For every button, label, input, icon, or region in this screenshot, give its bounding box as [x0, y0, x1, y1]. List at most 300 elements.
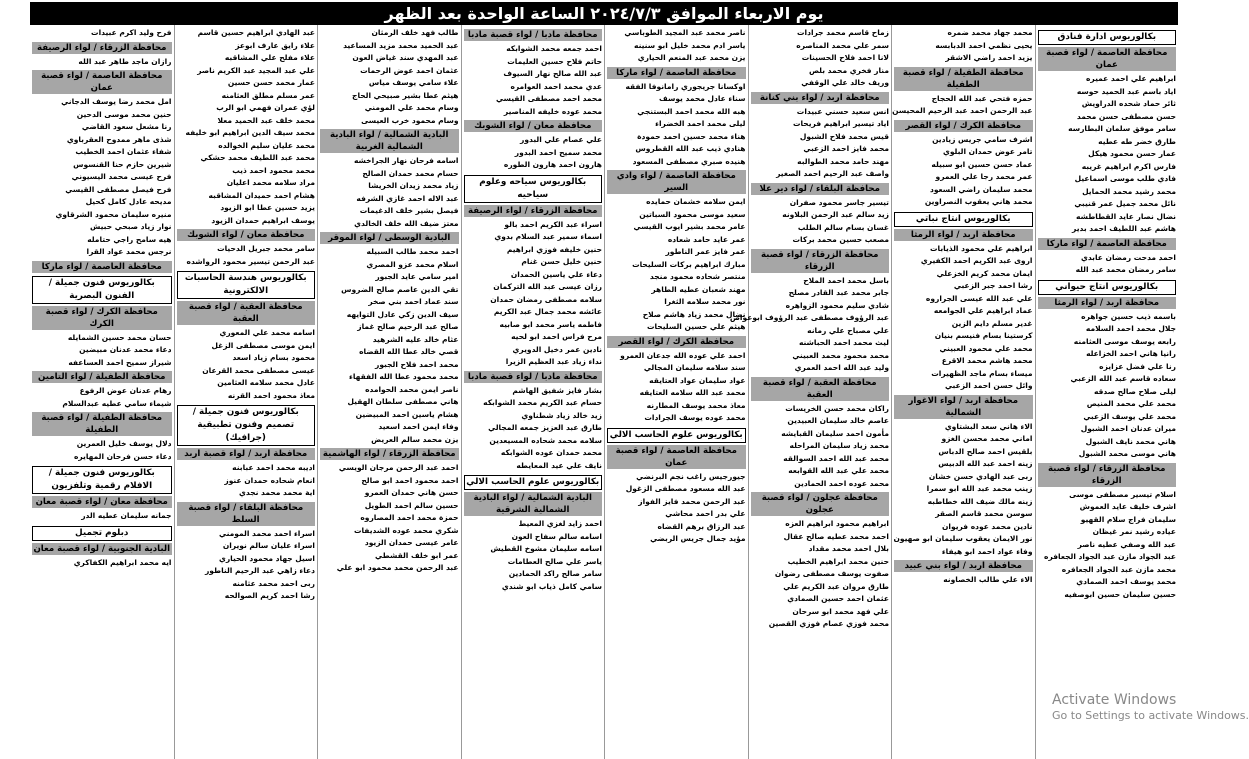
- region-heading: محافظة معان / لواء قصبة معان: [32, 496, 172, 508]
- candidate-name: رنا علي فضل عزايزه: [1099, 361, 1176, 371]
- candidate-name: محمد عوده احمد الحمادين: [794, 478, 889, 488]
- region-heading: محافظة اربد / لواء بني عبيد: [894, 560, 1033, 572]
- candidate-name: منيره سليمان محمود الشرقاوي: [55, 209, 172, 219]
- candidate-name: شفاء عثمان احمد الخطيب: [75, 147, 172, 156]
- candidate-name: تيسير جاسر محمود صفران: [789, 197, 889, 207]
- candidate-name: ايمان محمد كريم الخزعلي: [936, 268, 1033, 278]
- candidate-name: اسماء سمير عبد السلام بدوي: [494, 232, 602, 241]
- candidate-name: عبد الرزاق برهم القضاه: [657, 521, 746, 531]
- candidate-name: اسراء عليان سالم نويران: [222, 541, 315, 550]
- candidate-name: محمد فوزي عصام فوزي القصين: [768, 619, 889, 628]
- candidate-name: حنين خليفه فوزي ابراهيم: [506, 244, 602, 254]
- candidate-name: محمد سليمان راضي السعود: [929, 184, 1033, 194]
- candidate-name: ناصر ايمن محمد الحوامده: [365, 384, 459, 394]
- candidate-name: محمد يوسف احمد الصمادي: [1076, 577, 1176, 586]
- candidate-name: اسامه سليمان مشوخ القطيش: [490, 544, 602, 553]
- candidate-name: لانا احمد فلاح الحسينات: [801, 53, 889, 62]
- candidate-name: حسن مصطفى حسن محمد: [1076, 111, 1176, 121]
- candidate-name: تامر عوض حمدان البلوي: [942, 147, 1033, 156]
- candidate-name: وائل حسن احمد الزعبي: [944, 381, 1033, 390]
- candidate-name: مأمون احمد سليمان القبايشه: [781, 428, 889, 438]
- candidate-name: عبد الله وصفي عطيه ناصر: [1077, 539, 1176, 549]
- candidate-name: ليث محمد احمد الحباشنه: [798, 338, 889, 347]
- candidate-name: طارق خضر طه عطيه: [1098, 136, 1176, 146]
- candidate-name: سامر صالح راكد الحمادين: [508, 569, 602, 578]
- candidate-name: سلامه محمد شحاده المسيعدين: [489, 435, 602, 445]
- candidate-name: ابراهيم علي احمد عميره: [1085, 74, 1176, 83]
- candidate-name: ربى احمد محمد عثامنه: [232, 578, 315, 588]
- candidate-name: سناء عادل محمد يوسف: [659, 94, 746, 103]
- candidate-name: عثمان احمد عوض الرحمات: [360, 65, 459, 75]
- candidate-name: قيس محمد فلاح الشبول: [799, 131, 889, 141]
- candidate-name: محمد عوده يوسف الجرادات: [644, 413, 746, 422]
- region-heading: محافظة العاصمة / لواء ماركا: [32, 261, 172, 273]
- region-heading: محافظة العاصمة / لواء وادي السير: [607, 170, 746, 194]
- candidate-name: رابعه يوسف موسى العثامنه: [1073, 336, 1176, 346]
- candidate-name: اسلام محمد عزو المصري: [366, 259, 459, 269]
- candidate-name: يزن محمد سالم العريض: [371, 434, 459, 444]
- candidate-name: عبد الله صالح نهار السيوف: [503, 69, 602, 78]
- region-heading: محافظة العقبة / لواء قصبة العقبة: [751, 377, 890, 401]
- candidate-name: فيصل بشير خلف الدغيمات: [359, 206, 459, 215]
- candidate-name: رشا احمد كريم الصوالحه: [224, 591, 315, 600]
- candidate-name: عبد الجواد مازن عبد الجواد الجعافره: [1044, 552, 1176, 561]
- candidate-name: مؤيد جمال جريس الربضي: [650, 534, 746, 543]
- candidate-name: دعاء زاهي عبد الرحيم الناطور: [204, 566, 315, 575]
- candidate-name: شيرين حازم حنا القنسوس: [73, 159, 172, 169]
- candidate-name: محمد زياد سليمان المراحله: [789, 441, 889, 450]
- candidate-name: احمد علي عوده الله جدعان العمرو: [620, 350, 746, 360]
- region-heading: محافظة مادبا / لواء قصبة مادبا: [464, 29, 603, 41]
- candidate-name: عمر عايد حامد شعاده: [667, 234, 746, 244]
- candidate-name: حاتم فلاح حسين العليمات: [507, 56, 602, 66]
- list-column: [174, 25, 318, 759]
- candidate-name: صفوت يوسف مصطفى رضوان: [774, 569, 889, 578]
- candidate-name: محمد خلف عبد الحميد معلا: [217, 115, 315, 125]
- candidate-name: محمد فايز احمد الزعبي: [803, 144, 889, 153]
- candidate-name: سيف الدين زكي عادل التوايهه: [346, 309, 459, 319]
- candidate-name: نائل محمد جميل عمر قنيبي: [1074, 199, 1176, 208]
- candidate-name: عثمان احمد حسين الصمادي: [787, 594, 889, 603]
- candidate-name: سمر علي محمد المناصره: [796, 40, 889, 50]
- major-heading: بكالوريوس هندسة الحاسبات الالكترونية: [177, 271, 316, 299]
- candidate-name: يحيى نظمي احمد الدبابسه: [935, 40, 1033, 50]
- candidate-name: فاطمه ياسر محمد ابو صابيه: [499, 319, 602, 329]
- candidate-name: سامر موفق سلمان البطارسه: [1068, 124, 1176, 133]
- candidate-name: سلامه مصطفى رمضان حمدان: [490, 294, 602, 304]
- candidate-name: سند عماد احمد بني صخر: [368, 297, 459, 306]
- candidate-name: علي عبد الله عيسى الجراروه: [925, 293, 1033, 303]
- candidate-name: هاني محمد نايف الشبول: [1085, 436, 1176, 446]
- candidate-name: مهند حامد محمد الطوالبه: [797, 156, 889, 166]
- region-heading: محافظة الكرك / لواء قصبة الكرك: [32, 306, 172, 330]
- candidate-name: علاء رايق عارف ابوعز: [235, 40, 315, 50]
- candidate-name: محمد محمود احمد ذيب: [232, 165, 315, 175]
- candidate-name: احمد زايد لغزي المعيط: [518, 519, 602, 528]
- candidate-name: هيه سامح راجي حتامله: [87, 234, 172, 244]
- candidate-name: بشار فايز شفيق الهاشم: [512, 385, 602, 395]
- candidate-name: هيثم عطا بشير صبيحي الحاج: [352, 90, 459, 100]
- candidate-name: محمد عبد اللطيف محمد حشكي: [200, 153, 315, 162]
- candidate-name: ابراهيم علي محمود الذيابات: [929, 243, 1033, 253]
- watermark-title: Activate Windows: [1052, 692, 1177, 708]
- major-heading: بكالوريوس فنون جميلة / تصميم وفنون تطبيقية (جرافيك): [177, 405, 316, 446]
- region-heading: محافظة العاصمة / لواء ماركا: [607, 67, 746, 79]
- candidate-name: ياسر علي صالح العطامات: [507, 556, 602, 566]
- major-heading: بكالوريوس علوم الحاسب الالي: [607, 428, 746, 443]
- candidate-name: رزان عيسى عبد الله التركمان: [493, 282, 602, 291]
- candidate-name: جابر محمد عبد القادر مصلح: [788, 288, 889, 297]
- region-heading: محافظة البلقاء / لواء قصبة السلط: [177, 502, 316, 526]
- candidate-name: اياد باسم عبد الحميد حوسه: [1076, 86, 1176, 96]
- candidate-name: رازان ماجد طاهر عبد الله: [78, 56, 172, 66]
- candidate-name: احمد محمود احمد ابو صالح: [361, 475, 459, 485]
- candidate-name: وسام محمود خرب العيسى: [361, 115, 459, 125]
- candidate-name: يوسف ابراهيم حمدان الزيود: [211, 215, 315, 225]
- candidate-name: جمانه سليمان عطيه الدر: [81, 511, 172, 520]
- list-column: [604, 25, 748, 759]
- candidate-name: تقي الدين عاصم صالح الضروس: [341, 284, 459, 294]
- candidate-name: محمد هاشم محمد الاقرع: [941, 356, 1033, 365]
- candidate-name: ليلى صلاح صالح صدقه: [1093, 386, 1176, 396]
- region-heading: محافظة الطفيلة / لواء قصبة الطفيلة: [32, 412, 172, 436]
- candidate-name: هناء محمد حسين احمد حمودة: [637, 131, 746, 141]
- candidate-name: ميران عدنان احمد الشبول: [1080, 424, 1176, 433]
- candidate-name: عاصم خالد سليمان العبيدين: [787, 416, 889, 425]
- candidate-name: زينب محمد عبد الله ابو سمرا: [926, 484, 1033, 493]
- candidate-name: عمر مسلم مطلق العثامنه: [221, 90, 315, 100]
- candidate-name: رشا احمد جبر الزعبي: [953, 281, 1033, 290]
- candidate-name: اروى عبد الكريم احمد الكفيري: [920, 256, 1033, 265]
- candidate-name: فادي طلب موسى اسماعيل: [1074, 174, 1176, 183]
- candidate-name: سليمان فراج سلام القهيو: [1080, 514, 1176, 524]
- region-heading: محافظة اربد / لواء الرمثا: [1038, 297, 1177, 309]
- candidate-name: مبارك ابراهيم بركات السليحات: [632, 259, 746, 269]
- candidate-name: محمد حمدان عوده الشوابكه: [500, 448, 602, 457]
- list-column: [891, 25, 1035, 759]
- candidate-name: حمزة محمد احمد المصاروه: [360, 513, 459, 522]
- candidate-name: حسان محمد حسين الشمايله: [67, 332, 172, 342]
- list-column: [317, 25, 461, 759]
- watermark-subtitle: Go to Settings to activate Windows.: [1052, 709, 1249, 722]
- candidate-name: علي مصباح علي رمانه: [807, 325, 889, 335]
- candidate-name: عبد الرؤوف مصطفى عبد الرؤوف ابوعواص: [729, 313, 889, 322]
- candidate-name: محمد علي محمد المنيص: [1086, 399, 1176, 408]
- candidate-name: اوكسانا جريجوري رامانوفا الفقه: [625, 81, 746, 91]
- candidate-name: هشام احمد حميدان المشاقبه: [208, 190, 315, 200]
- candidate-name: يزن محمد عبد المنعم الحياري: [637, 53, 746, 62]
- candidate-name: دعاء علي ياسين الحمدان: [510, 269, 602, 279]
- candidate-name: وسام محمد علي المومني: [364, 103, 459, 112]
- candidate-name: وفاء عواد احمد ابو هيفاء: [941, 546, 1033, 556]
- candidate-name: امل محمد رضا يوسف الدجاني: [61, 97, 172, 106]
- candidate-name: رهام عدنان عوض الرفوع: [79, 386, 172, 395]
- candidate-name: فرح عيسى محمد اليسيوني: [71, 172, 172, 181]
- candidate-name: هيثم علي حسين السليحات: [646, 322, 746, 331]
- candidate-name: عماد حسن حسين ابو سبيله: [931, 159, 1033, 169]
- region-heading: محافظة اربد / لواء الرمثا: [894, 229, 1033, 241]
- candidate-name: زياد محمد زيدان الخريشا: [368, 181, 459, 190]
- candidate-name: علي فهد محمد ابو سرحان: [792, 606, 889, 616]
- candidate-name: محمد علي عبد الله القوابعه: [788, 466, 889, 475]
- candidate-name: حسن هاني حمدان العمرو: [364, 488, 459, 497]
- candidate-name: شكري محمد عوده الشديفات: [353, 525, 459, 535]
- candidate-name: مهند شعبان عطيه الطاهر: [651, 284, 746, 294]
- candidate-name: اية محمد محمد نجدي: [238, 488, 315, 497]
- candidate-name: علي عبد المجيد عبد الكريم ناصر: [197, 65, 315, 75]
- candidate-name: اشرف خليف عايد العموش: [1079, 502, 1176, 511]
- region-heading: محافظة العاصمة / لواء قصبة عمان: [607, 445, 746, 469]
- candidate-name: رنا مشعل سعود القاضي: [81, 122, 172, 131]
- list-column: [30, 25, 174, 759]
- candidate-name: طارق عبد العزيز جمعه المجالي: [488, 423, 602, 432]
- candidate-name: يزيد حسين عطا ابو الزيود: [220, 203, 315, 212]
- candidate-name: عبد الرحمن تيسير محمود الرواشده: [186, 256, 315, 266]
- candidate-name: حسام محمد حمدان الصالح: [362, 168, 459, 178]
- candidate-name: صالح عبد الرحيم صالح غماز: [357, 322, 459, 331]
- candidate-name: اسامه فرحان نهار الجراخشه: [353, 156, 459, 165]
- candidate-name: فارس اكرم ابراهيم غريبه: [1081, 161, 1176, 171]
- region-heading: محافظة الزرقاء / لواء الرصيفة: [464, 205, 603, 217]
- candidate-name: اماني محمد محسن الغزو: [941, 434, 1033, 443]
- candidate-name: نرجس محمد عواد القرا: [86, 247, 172, 256]
- candidate-name: حنين خليل حسن غنام: [521, 257, 602, 266]
- candidate-name: علي بدر احمد محاشي: [665, 509, 746, 518]
- candidate-name: نداء زياد عبد العظيم الزيرا: [505, 357, 602, 366]
- candidate-name: شيماء سامي عطيه عبدالسلام: [62, 398, 172, 408]
- candidate-name: انس سعيد حسني عبيدات: [796, 106, 889, 116]
- candidate-name: عبد الهادي ابراهيم حسين قاسم: [197, 28, 315, 37]
- candidate-name: انعام شحاده حمدان عنوز: [224, 475, 315, 485]
- candidate-name: قصي خالد عطا الله القضاه: [359, 347, 459, 356]
- candidate-name: عماد ابراهيم علي الجوامعه: [933, 306, 1033, 315]
- candidate-name: ابراهيم محمود ابراهيم العزه: [785, 519, 889, 528]
- candidate-name: عامر عيسى حمدان الزيود: [364, 538, 459, 547]
- candidate-name: عبد الاله احمد غازي الشرفه: [356, 193, 459, 203]
- candidate-name: عيسى مصطفى محمد القرعان: [202, 365, 315, 375]
- candidate-name: رانيا هاني احمد الخزاعله: [1086, 349, 1176, 358]
- candidate-name: عمر محمد رجا علي العمرو: [935, 172, 1033, 181]
- candidate-name: عواد سليمان عواد العتايقه: [649, 375, 746, 385]
- candidate-name: مرح فراس احمد ابو لحيه: [511, 332, 602, 341]
- region-heading: محافظة العقبة / لواء قصبة العقبة: [177, 301, 316, 325]
- candidate-name: محمد سيف الدين ابراهيم ابو خليفه: [185, 128, 315, 137]
- candidate-name: محمد احمد مصطفى القيسي: [496, 94, 602, 103]
- candidate-name: باسمه ذيب حسين جواهره: [1081, 311, 1176, 321]
- candidate-name: فرح فيصل مصطفى القيسي: [65, 184, 172, 194]
- candidate-name: عثام خالد عليه الشرهيد: [372, 334, 459, 344]
- candidate-name: اسيل جهاد محمود الحياري: [218, 553, 315, 563]
- candidate-name: نوار زياد صبحي حبيش: [90, 222, 172, 231]
- candidate-name: غسان بسام سالم الطلب: [797, 222, 889, 232]
- region-heading: محافظة الكرك / لواء القصر: [607, 336, 746, 348]
- candidate-name: سوسن محمد قاسم الصقر: [935, 509, 1033, 518]
- candidate-name: عمار محمد حسن حسين: [227, 78, 315, 87]
- candidate-name: نضال نصار عايد القطاطشه: [1076, 211, 1176, 221]
- region-heading: محافظة الزرقاء / لواء الرصيفة: [32, 42, 172, 54]
- candidate-name: ليلى محمد احمد الخضراء: [655, 119, 746, 128]
- candidate-name: ربى عبد الهادي حسن خشان: [928, 471, 1033, 481]
- candidate-name: اسلام تيسير مصطفى موسى: [1069, 489, 1176, 499]
- candidate-name: عبد الرحمن محمد محمود ابو علي: [336, 563, 459, 572]
- candidate-name: عمر فايز عمر الناطور: [665, 247, 746, 256]
- candidate-name: عبد الرحمن محمد فايز الفواز: [638, 496, 746, 506]
- region-heading: محافظة الطفيلة / لواء التامين: [32, 371, 172, 383]
- candidate-name: علاء مفلح علي المشاقبه: [224, 53, 315, 62]
- candidate-name: محمد سميح احمد البدور: [514, 147, 602, 157]
- candidate-name: شادي سليم محمود الزواهره: [785, 300, 889, 310]
- candidate-name: محمد علي يوسف الزعبي: [1083, 411, 1176, 421]
- candidate-name: الاء هاني سعد البشتاوي: [944, 421, 1033, 431]
- candidate-name: باسل محمد احمد الملاح: [803, 275, 889, 285]
- candidate-name: عائشه محمد جمال عبد الكريم: [493, 307, 602, 316]
- announcement-banner: يوم الاربعاء الموافق ٢٠٢٤/٧/٣ الساعة الواحدة بعد الظهر: [30, 2, 1178, 25]
- candidate-name: اسراء عبد الكريم احمد بالو: [504, 219, 602, 229]
- candidate-name: محمد هاني يعقوب النصراوين: [924, 197, 1033, 206]
- candidate-name: زيد خالد زياد شطناوي: [521, 410, 602, 420]
- candidate-name: ايمن موسى مصطفى الزغل: [211, 340, 315, 350]
- candidate-name: شيراز سميح احمد العساعفه: [68, 357, 172, 367]
- candidate-name: عبد الحميد محمد مزيد المساعيد: [343, 40, 459, 50]
- candidate-name: احمد محمد طالب السبيله: [366, 247, 459, 256]
- candidate-name: اديبه محمد احمد عبابنه: [232, 463, 315, 472]
- candidate-name: سند سلامه سليمان المجالي: [643, 363, 746, 372]
- region-heading: محافظة معان / لواء الشوبك: [177, 229, 316, 241]
- region-heading: محافظة مادبا / لواء قصبة مادبا: [464, 371, 603, 383]
- candidate-name: امير سامي عايد الجبور: [375, 272, 459, 281]
- list-column: [1035, 25, 1179, 759]
- candidate-name: جلال محمد احمد السلامه: [1085, 324, 1176, 333]
- candidate-name: لؤي عمران فهمي ابو الرب: [216, 103, 315, 112]
- candidate-name: هاشم عبد اللطيف احمد بدير: [1072, 224, 1176, 233]
- candidate-name: زينه مالك ضيف الله خطاطبه: [927, 496, 1033, 506]
- region-heading: محافظة الكرك / لواء القصر: [894, 120, 1033, 132]
- candidate-name: زينه احمد عبد الله الدبيس: [938, 459, 1033, 468]
- candidate-name: سعاده قاسم عبد الله الزعبي: [1070, 374, 1176, 383]
- candidate-name: احمد جمعه محمد الشوابكه: [506, 44, 602, 53]
- candidate-name: غدير مسلم دايم الزين: [951, 318, 1033, 328]
- candidate-name: هبه الله محمد احمد البستنجي: [637, 106, 746, 116]
- major-heading: بكالوريوس سياحه وعلوم سياحيه: [464, 175, 603, 203]
- candidate-name: هارون احمد هارون الطوره: [503, 160, 602, 169]
- region-heading: البادية الجنوبية / لواء قصبة معان: [33, 543, 171, 554]
- candidate-name: ايه محمد ابراهيم الكفاكري: [73, 557, 172, 567]
- candidate-name: محمد عوده خليفه المناصير: [503, 106, 602, 116]
- candidate-name: ياسر ادم محمد خليل ابو سنينه: [634, 40, 746, 50]
- region-heading: محافظة العاصمة / لواء قصبة عمان: [1038, 47, 1177, 71]
- candidate-name: نضال محمد زياد هاشم صلاح: [642, 309, 746, 319]
- major-heading: بكالوريوس فنون جميلة / الافلام رقمية وتلفزيون: [32, 466, 172, 494]
- candidate-name: بلال احمد محمد مقداد: [808, 544, 889, 553]
- candidate-name: محمد مازن عبد الجواد الجعافره: [1061, 564, 1176, 574]
- candidate-name: عياده رشيد نمر غيظان: [1092, 527, 1176, 536]
- candidate-name: بلقيس احمد صالح الدباس: [938, 446, 1033, 456]
- candidate-name: واصف عبد الرحيم احمد الصغير: [776, 169, 889, 178]
- candidate-name: معتز ضيف الله خلف الخالدي: [354, 218, 459, 228]
- region-heading: محافظة معان / لواء الشوبك: [464, 120, 603, 132]
- candidate-name: محمد محمود عطا الله الفقهاء: [348, 372, 459, 381]
- region-heading: محافظة الزرقاء / لواء قصبة الزرقاء: [1038, 463, 1177, 487]
- candidate-name: اشرف سامي جريس زيادين: [932, 134, 1033, 144]
- candidate-name: منار فخري محمد بلص: [808, 65, 889, 75]
- major-heading: بكالوريوس انتاج حيواني: [1038, 280, 1177, 295]
- candidate-name: هاني مصطفى سلطان الهقيل: [347, 397, 459, 406]
- candidate-name: حنين محمد موسى الدحين: [76, 109, 172, 119]
- candidate-name: محمد عبد الله احمد السوالقه: [783, 453, 889, 463]
- candidate-name: محمد احمد فلاح الجبور: [375, 359, 459, 369]
- region-heading: محافظة البلقاء / لواء دير علا: [751, 183, 890, 195]
- major-heading: بكالوريوس ادارة فنادق: [1038, 30, 1177, 45]
- candidate-name: راكان محمد حسن الخريسات: [785, 403, 889, 413]
- region-heading: محافظة عجلون / لواء قصبة عجلون: [751, 492, 890, 516]
- candidate-name: عبد المهدي سند غياض العون: [352, 53, 459, 62]
- candidate-name: هشام ياسين احمد المبيضين: [355, 409, 459, 419]
- candidate-name: حنين محمد ابراهيم الخطيب: [787, 556, 889, 566]
- candidate-name: عامر محمد بشير ايوب القيسي: [633, 222, 746, 231]
- candidate-name: عادل محمد سلامه العثامين: [217, 378, 315, 387]
- candidate-name: دعاء محمد عدنان مبيضين: [79, 345, 172, 354]
- candidate-name: نادين محمد عوده فريوان: [942, 521, 1033, 531]
- candidate-name: يزيد احمد راضي الاشقر: [945, 53, 1033, 62]
- major-heading: بكالوريوس فنون جميلة / الفنون البصرية: [32, 276, 172, 304]
- candidate-name: نور الايمان يعقوب سليمان ابو صهيون: [893, 534, 1033, 543]
- candidate-name: طارق مروان عبد الكريم علي: [783, 581, 889, 591]
- candidate-name: سعيد موسى محمود السباتين: [639, 209, 746, 219]
- region-heading: محافظة الطفيلة / لواء قصبة الطفيلة: [894, 67, 1033, 91]
- candidate-name: اسامه محمد علي المعوري: [219, 328, 315, 337]
- candidate-name: علي عصام علي البدور: [520, 135, 602, 144]
- candidate-name: محمد رشيد محمد الحمايل: [1082, 186, 1176, 196]
- region-heading: البادية الوسطى / لواء الموقر: [320, 232, 459, 244]
- candidate-name: وليد عبد الله احمد العمري: [794, 363, 889, 372]
- candidate-name: زيد سالم عبد الرحمن البلاونه: [782, 210, 889, 219]
- candidate-name: محمد جهاد محمد ضمره: [947, 28, 1033, 37]
- region-heading: البادية الشمالية / لواء البادية الشمالية الشرقية: [464, 492, 603, 516]
- candidate-name: ايمن سلامه خشمان حمايده: [646, 197, 746, 206]
- candidate-name: وريف خالد علي الوقفي: [801, 78, 889, 87]
- candidate-name: عبد الله مسعود مصطفى الزغول: [625, 484, 746, 493]
- candidate-name: حسين سليمان حسين ابوصفيه: [1064, 589, 1176, 599]
- candidate-name: حمزه فتحي عبد الله الحجاج: [931, 93, 1033, 103]
- candidate-name: احمد عبد الرحمن مرجان الويسي: [338, 463, 459, 472]
- region-heading: محافظة اربد / لواء قصبة اربد: [177, 448, 316, 460]
- region-heading: محافظة اربد / لواء بني كنانة: [751, 92, 890, 104]
- candidate-name: طالب فهد خلف الرمثان: [371, 28, 459, 37]
- region-heading: محافظة العاصمة / لواء ماركا: [1038, 238, 1177, 250]
- candidate-name: اياد تيسير ابراهيم فريحات: [792, 119, 889, 128]
- list-column: [461, 25, 605, 759]
- candidate-name: حسام عبد الكريم محمد الشوابكه: [483, 398, 602, 407]
- major-heading: بكالوريوس انتاج نباتي: [894, 212, 1033, 227]
- candidate-name: معاذ محمد يوسف المطارنه: [646, 400, 746, 410]
- candidate-name: نايف علي عيد المعايطه: [516, 460, 602, 470]
- region-heading: محافظة اربد / لواء الاغوار الشمالية: [894, 395, 1033, 419]
- region-heading: محافظة الزرقاء / لواء قصبة الزرقاء: [751, 249, 890, 273]
- candidate-name: ثائر حماد شحده الدراويش: [1081, 99, 1176, 108]
- candidate-name: سامر رمضان محمد عبد الله: [1075, 265, 1176, 274]
- candidate-name: كرستينا بسام فنيسم بنيان: [934, 331, 1033, 340]
- candidate-name: جيورجيس راغب نجم البرنضي: [636, 471, 746, 481]
- candidate-name: معاذ محمود احمد القرنه: [227, 390, 315, 400]
- candidate-name: زماح قاسم محمد جرادات: [796, 28, 889, 37]
- candidate-name: اسامه سالم سفاح العون: [511, 531, 602, 541]
- candidate-name: محمد عبد الله سلامه العتايقه: [639, 388, 746, 397]
- list-column: [729, 25, 892, 759]
- candidate-name: محمود بسام زياد اسعد: [232, 353, 315, 362]
- candidate-name: عمر ابو خلف القشطي: [375, 550, 459, 560]
- candidate-name: ناصر محمد عبد المجيد الطوباسي: [624, 28, 746, 37]
- candidate-name: فرح وليد اكرم عبيدات: [91, 28, 172, 37]
